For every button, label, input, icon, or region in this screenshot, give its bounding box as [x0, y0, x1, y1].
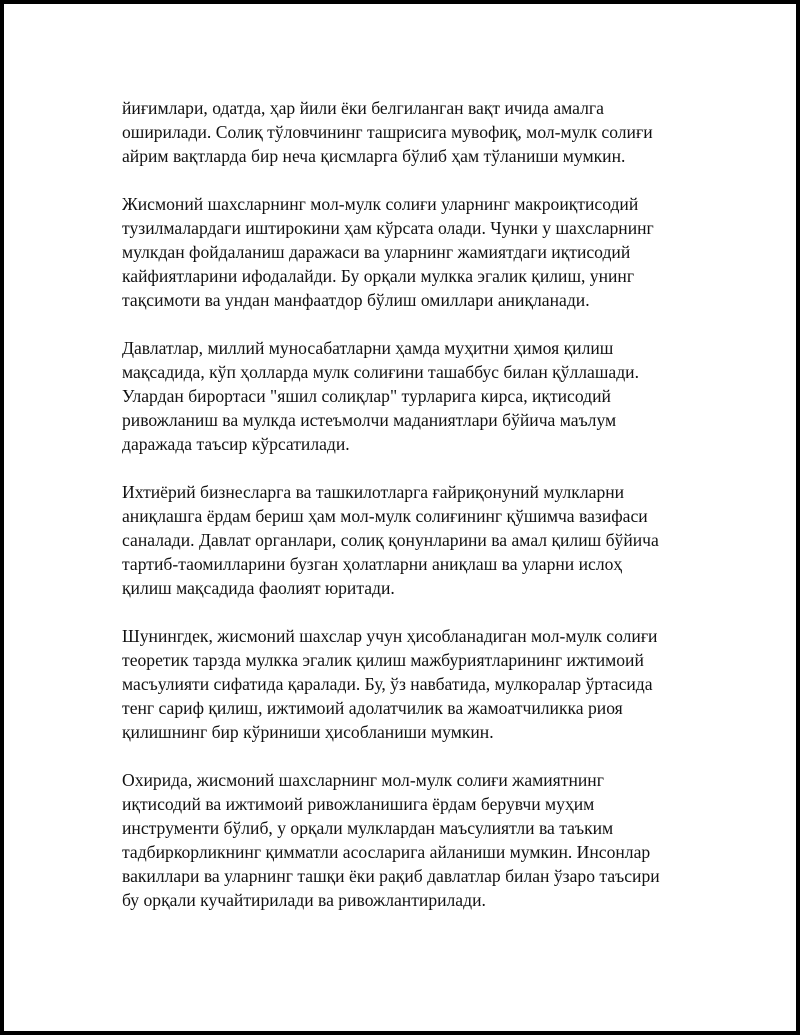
text-line: Ихтиёрий бизнесларга ва ташкилотларга ғайриқонуний мулкларни — [122, 482, 625, 502]
text-line: айрим вақтларда бир неча қисмларга бўлиб ҳам тўланиши мумкин. — [122, 146, 626, 166]
text-line: тенг сариф қилиш, ижтимоий адолатчилик ва жамоатчиликка риоя — [122, 698, 623, 718]
paragraph-3 — [122, 336, 722, 456]
paragraph-4 — [122, 480, 722, 600]
text-line: мулкдан фойдаланиш даражаси ва уларнинг жамиятдаги иқтисодий — [122, 242, 631, 262]
text-line: иқтисодий ва ижтимоий ривожланишига ёрдам берувчи муҳим — [122, 794, 595, 814]
text-line: Охирида, жисмоний шахсларнинг мол-мулк солиғи жамиятнинг — [122, 770, 604, 790]
text-line: мақсадида, кўп ҳолларда мулк солиғини ташаббус билан қўллашади. — [122, 362, 639, 382]
text-line: тузилмалардаги иштирокини ҳам кўрсата олади. Чунки у шахсларнинг — [122, 218, 654, 238]
text-line: тақсимоти ва ундан манфаатдор бўлиш омиллари аниқланади. — [122, 290, 590, 310]
paragraph-1 — [122, 96, 722, 168]
paragraph-2 — [122, 192, 722, 312]
paragraph-5 — [122, 624, 722, 744]
text-line: тартиб-таомилларини бузган ҳолатларни аниқлаш ва уларни ислоҳ — [122, 554, 623, 574]
text-line: бу орқали кучайтирилади ва ривожлантирилади. — [122, 890, 486, 910]
text-line: Давлатлар, миллий муносабатларни ҳамда муҳитни ҳимоя қилиш — [122, 338, 614, 358]
text-line: Шунингдек, жисмоний шахслар учун ҳисобланадиган мол-мулк солиғи — [122, 626, 658, 646]
text-line: вакиллари ва уларнинг ташқи ёки рақиб давлатлар билан ўзаро таъсири — [122, 866, 660, 886]
text-line: Жисмоний шахсларнинг мол-мулк солиғи уларнинг макроиқтисодий — [122, 194, 639, 214]
text-line: кайфиятларини ифодалайди. Бу орқали мулкка эгалик қилиш, унинг — [122, 266, 635, 286]
text-line: қилишнинг бир кўриниши ҳисобланиши мумкин. — [122, 722, 494, 742]
paragraph-6 — [122, 768, 722, 912]
text-line: ривожланиш ва мулкда истеъмолчи маданиятлари бўйича маълум — [122, 410, 617, 430]
text-line: оширилади. Солиқ тўловчининг ташрисига мувофиқ, мол-мулк солиғи — [122, 122, 653, 142]
text-line: теоретик тарзда мулкка эгалик қилиш мажбуриятларининг ижтимоий — [122, 650, 644, 670]
text-line: Улардан бирортаси "яшил солиқлар" турларига кирса, иқтисодий — [122, 386, 611, 406]
text-line: қилиш мақсадида фаолият юритади. — [122, 578, 395, 598]
document-body — [122, 96, 722, 936]
text-line: саналади. Давлат органлари, солиқ қонунларини ва амал қилиш бўйича — [122, 530, 659, 550]
text-line: даражада таъсир кўрсатилади. — [122, 434, 350, 454]
text-line: инструменти бўлиб, у орқали мулклардан маъсулиятли ва таъким — [122, 818, 614, 838]
text-line: йиғимлари, одатда, ҳар йили ёки белгиланган вақт ичида амалга — [122, 98, 604, 118]
text-line: аниқлашга ёрдам бериш ҳам мол-мулк солиғининг қўшимча вазифаси — [122, 506, 648, 526]
text-line: тадбиркорликнинг қимматли асосларига айланиши мумкин. Инсонлар — [122, 842, 651, 862]
text-line: масъулияти сифатида қаралади. Бу, ўз навбатида, мулкоралар ўртасида — [122, 674, 653, 694]
